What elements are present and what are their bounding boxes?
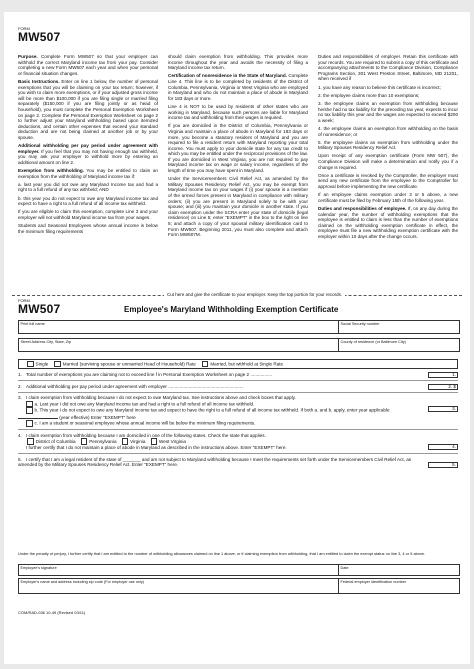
instruction-heading: Exemption from withholding. [18, 168, 84, 174]
instruction-text: Under the Servicemembers Civil Relief Act, as amended by the Military Spouses Residency Relief Act, you may be exempt from Maryland income tax on your wages if (i) your spouse is a member of the armed forces present in Maryland in compliance with military orders; (ii) you are present in Maryland solely to be with your spouse; and (iii) you maintain your domicile in another state. If you claim exemption under the SCRA enter your state of domicile (legal residence) on Line 5; enter "EXEMPT" in the box to the right on line 5; and attach a copy of your spousal military identification card to Form MW507. Beginning 2011, you must also complete and attach Form MW507M. [168, 176, 308, 238]
instruction-heading: Duties and responsibilities of employee. [318, 206, 407, 211]
print-name-field[interactable] [19, 321, 339, 333]
instruction-paragraph [18, 168, 158, 179]
instruction-text: If an employee claims exemption under 3 or 5 above, a new certificate must be filed by February 15th of the following year. [318, 192, 458, 203]
divider [18, 453, 458, 454]
instruction-paragraph [18, 79, 158, 141]
state-dc[interactable]: District of Columbia [27, 439, 75, 444]
instruction-paragraph [318, 85, 458, 91]
employer-id-field[interactable]: Federal employer identification number [340, 579, 407, 584]
instruction-heading: Purpose. [18, 54, 38, 59]
instruction-text: 5. the employee claims an exemption from withholding under the Military Spouses Residency Relief Act. [318, 139, 458, 151]
instruction-text: 3. the employee claims an exemption from withholding because he/she had no tax liability for the preceding tax year, expects to incur no tax liability this year and the wages are expected to exceed $200 a week; [318, 100, 458, 123]
status-married-single[interactable]: Married, but withhold at Single Rate [202, 361, 283, 368]
address-county-row [18, 338, 460, 352]
line-3-input[interactable]: 3. [428, 406, 458, 412]
instruction-text: If you feel that you may not having enough tax withheld, you may ask your employer to withhold more by entering an additional amount on line 2. [18, 148, 158, 165]
form-revision: COM/RAD-036 10-49 (Revised 03/11) [18, 610, 86, 615]
instruction-text: Complete Form MW507 so that your employer can withhold the correct Maryland income tax from your pay. Consider completing a new Form MW507 each year and when your personal or financial situation changes. [18, 54, 158, 76]
instruction-paragraph [18, 196, 158, 207]
certificate-lines [18, 372, 458, 468]
instruction-text: a. last year you did not owe any Maryland Income tax and had a right to a full refund of any tax withheld; AND [18, 181, 158, 193]
instruction-paragraph [318, 93, 458, 99]
instruction-paragraph [318, 206, 458, 240]
instructions-col-2 [168, 54, 308, 289]
line-5-input[interactable]: 5. [428, 462, 458, 468]
employer-name-field[interactable]: Employer's name and address including zip code (For employer use only) [19, 579, 339, 593]
form-page [4, 12, 470, 664]
address-label: Street Address City, State, Zip [20, 339, 72, 344]
ssn-label: Social Security number [340, 321, 380, 326]
employer-row [18, 578, 460, 594]
divider [18, 429, 458, 430]
line-1-input[interactable]: 1. [428, 372, 458, 378]
certificate-form-label: FORM [18, 298, 30, 303]
instruction-paragraph [18, 223, 158, 234]
county-field[interactable] [339, 339, 459, 351]
line-3: 3. I claim exemption from withholding because I do not expect to owe Maryland tax. See instructions above and check boxes that apply. a. Last year I did not owe any Maryland income tax and had a right to a full refund of all income tax withheld. b. This year I do not expect to owe any Maryland income tax and expect to have the right to a full refund of all income tax withheld. If both a. and b. apply, enter year applicable (year effective) Enter "EXEMPT" here c. I am a student or seasonal employee whose annual income will be below the minimum filing requirements. 3. [18, 395, 456, 426]
year-input[interactable] [18, 414, 58, 419]
state-pa[interactable]: Pennsylvania [81, 439, 117, 444]
state-wv[interactable]: West Virginia [151, 439, 186, 444]
instruction-heading: Additional withholding per pay period under agreement with employer. [18, 143, 158, 154]
address-field[interactable] [19, 339, 339, 351]
instruction-paragraph [18, 182, 158, 193]
certificate-title: Employee's Maryland Withholding Exemption Certificate [124, 305, 339, 314]
date-field[interactable]: Date [340, 565, 349, 570]
instruction-paragraph [318, 140, 458, 151]
instruction-text: Complete Line 4. This line is to be completed by residents of the District of Columbia, Pennsylvania, Virginia or West Virginia who are employed in Maryland and who do not maintain a place of abode in Maryland for 183 days or more. [168, 73, 308, 101]
instruction-paragraph [318, 153, 458, 170]
line-1: 1. Total number of exemptions you are claiming not to exceed line f in Personal Exemption Worksheet on page 2 ................. 1. [18, 372, 456, 378]
line-2: 2. Additional withholding per pay period under agreement with employer ........................................................... 2. $ [18, 383, 456, 389]
status-married[interactable]: Married (surviving spouse or unmarried Head of Household) Rate [54, 361, 196, 368]
name-ssn-row [18, 320, 460, 334]
employee-signature-field[interactable]: Employee's signature [19, 565, 339, 575]
instructions [18, 54, 458, 289]
divider [18, 392, 458, 393]
signature-row [18, 564, 460, 576]
instruction-text: Once a certificate is revoked by the Comptroller, the employer must send any new certificate from the employee to the Comptroller for approval before implementing the new certificate. [318, 172, 458, 190]
instruction-heading: Basic Instructions. [18, 78, 60, 84]
instruction-paragraph [18, 54, 158, 76]
instruction-text: If, on any day during the calendar year, the number of withholding exemptions that the employee is entitled to claim is less than the number of exemptions claimed on the withholding exemption certificate in effect, the employee must file a new withholding exemption certificate with the employer within 10 days after the change occurs. [318, 206, 458, 239]
line-3c-checkbox[interactable] [26, 420, 33, 427]
form-label: FORM [18, 26, 30, 31]
married-checkbox[interactable] [54, 361, 61, 368]
instruction-text: If you are domiciled in the District of Columbia, Pennsylvania or Virginia and maintain a place of abode in Maryland for 183 days or more, you become a statutory resident of Maryland and you are required to file a resident return with Maryland reporting your total income. You must apply to your domicile state for any tax credit to which you may be entitled under the reciprocal provisions of the law. If you are domiciled in West Virginia, you are not required to pay Maryland income tax on wage or salary income, regardless of the length of time you may have spent in Maryland. [168, 123, 308, 174]
form-number: MW507 [18, 30, 61, 44]
status-single[interactable]: Single [27, 361, 48, 368]
line-2-input[interactable]: 2. $ [428, 384, 458, 390]
married-single-checkbox[interactable] [202, 361, 209, 368]
instructions-col-1 [18, 54, 158, 289]
instruction-paragraph [168, 73, 308, 101]
instruction-paragraph [318, 54, 458, 82]
county-label: County of residence (or Baltimore City) [340, 339, 406, 344]
instruction-text: Upon receipt of any exemption certificate (Form MW 507), the Compliance Division will make a determination and notify you if a change is required. [318, 153, 458, 170]
instruction-text: should claim exemption from withholding. This provides more income throughout the year and avoids the necessity of filing a Maryland income tax return. [168, 54, 308, 71]
divider [18, 380, 458, 381]
instruction-text: b. this year you do not expect to owe any Maryland income tax and expect to have a right to a full refund of all income tax withheld. [18, 195, 158, 207]
instruction-paragraph [168, 176, 308, 238]
state-va[interactable]: Virginia [122, 439, 146, 444]
instruction-paragraph [18, 143, 158, 165]
instruction-text: 2. the employee claims more than 10 exemptions; [318, 92, 420, 98]
instruction-text: Duties and responsibilities of employer. Retain this certificate with your records. You are required to submit a copy of this certificate and accompanying attachments to the Compliance Division, Compliance Programs Section, 301 West Preston Street, Baltimore, MD 21201, when received if [318, 54, 458, 82]
penalty-statement: Under the penalty of perjury, I further certify that I am entitled to the number of withholding allowances claimed on line 1 above, or if claiming exemption from withholding, that I am entitled to claim the exempt status on line 3, 4 or 5 above. [18, 551, 426, 556]
instruction-paragraph [168, 123, 308, 173]
instruction-paragraph [318, 192, 458, 203]
ssn-field[interactable] [339, 321, 459, 333]
single-checkbox[interactable] [27, 361, 34, 368]
instruction-heading: Certification of nonresidence in the State of Maryland. [168, 73, 287, 79]
print-name-label: Print full name [20, 321, 45, 326]
instruction-text: Students and Seasonal Employees whose annual income is below the minimum filing requirements [18, 223, 158, 234]
instruction-text: If you are eligible to claim this exemption, complete Line 3 and your employer will not withhold Maryland income tax from your wages. [18, 209, 158, 220]
line-5: 5. I certify that I am a legal resident of the state of _______ and am not subject to Maryland withholding because I meet the requirements set forth under the Servicemembers Civil Relief Act, as amended by the Military Spouses Residency Relief Act. Enter "EXEMPT" here. 5. [18, 456, 456, 468]
instructions-col-3 [318, 54, 458, 289]
line-4: 4. I claim exemption from withholding because I am domiciled in one of the following states. Check the state that applies. District of Columbia Pennsylvania Virginia West Virginia I further certify that I do not maintain a place of abode in Maryland as described in the instructions above. Enter "EXEMPT" here. 4. [18, 432, 456, 450]
instruction-paragraph [318, 173, 458, 190]
instruction-paragraph [168, 54, 308, 71]
instruction-text: Line 4 is NOT to be used by residents of other states who are working in Maryland, because such persons are liable for Maryland income tax and withholding from their wages is required. [168, 103, 308, 121]
filing-status-row [18, 359, 458, 369]
line-4-input[interactable]: 4. [428, 444, 458, 450]
instruction-text: You may be entitled to claim an exemption from the withholding of Maryland income tax if: [18, 168, 158, 179]
instruction-paragraph [18, 209, 158, 220]
instruction-paragraph [318, 126, 458, 137]
cut-instructions: Cut here and give the certificate to your employer. Keep the top portion for your records. [164, 292, 345, 297]
instruction-paragraph [168, 104, 308, 121]
certificate-form-number: MW507 [18, 302, 61, 316]
instruction-paragraph [318, 101, 458, 123]
instruction-text: 4. the employee claims an exemption from withholding on the basis of nonresidence; or [318, 125, 458, 137]
instruction-text: 1. you have any reason to believe this certificate is incorrect; [318, 84, 441, 90]
instruction-text: Enter on line 1 below, the number of personal exemptions that you will be claiming on your tax return; however, if you wish to claim more exemptions, or if your adjusted gross income will be more than $100,000 if you are filing single or married filing separately ($150,000 if you are filing jointly or as head of household), you must complete the Personal Exemption Worksheet on page 2. Complete the Personal Exemption Worksheet on page 2 to further adjust your Maryland withholding based upon itemized deductions, and certain other expenses that exceed your standard deduction and are not being claimed at another job or by your spouse. [18, 78, 158, 140]
